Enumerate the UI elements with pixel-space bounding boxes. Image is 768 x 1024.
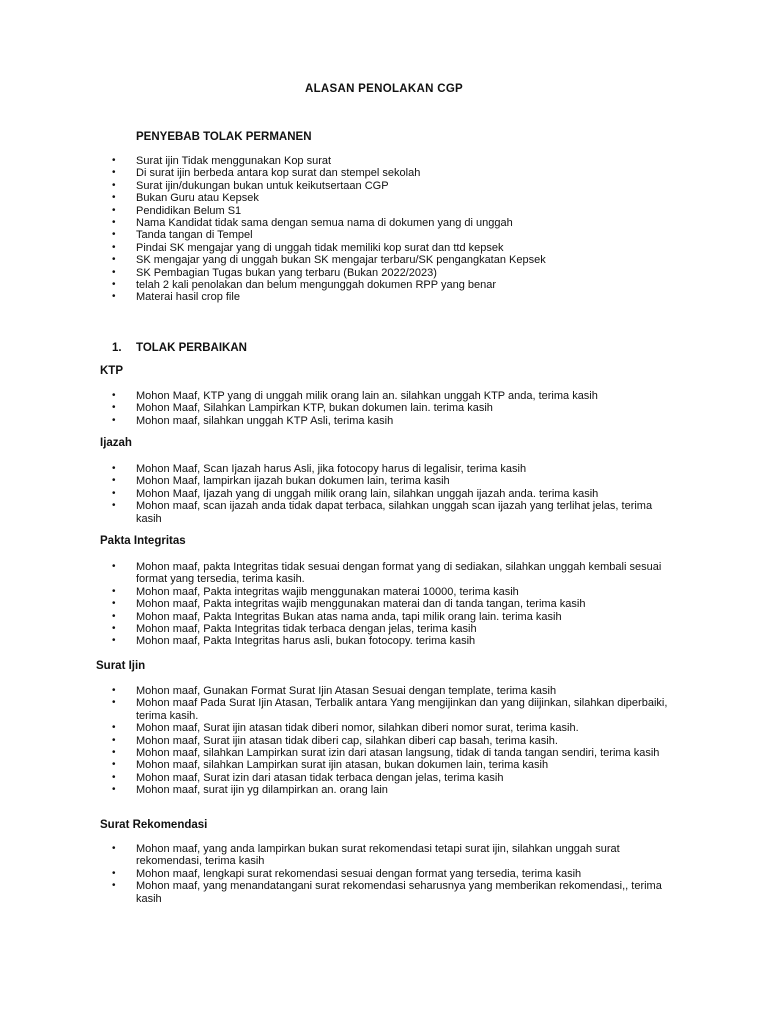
list-item: • Mohon maaf, Pakta Integritas harus asli, bukan fotocopy. terima kasih	[0, 635, 768, 647]
list-item: • Mohon maaf, lengkapi surat rekomendasi sesuai dengan format yang tersedia, terima kasih	[0, 868, 768, 880]
list-item: • Materai hasil crop file	[0, 291, 768, 303]
heading-pakta-integritas: Pakta Integritas	[100, 535, 186, 547]
list-ktp	[0, 390, 768, 427]
list-item: • Mohon maaf, Pakta Integritas tidak terbaca dengan jelas, terima kasih	[0, 623, 768, 635]
list-item: • Mohon maaf, surat ijin yg dilampirkan an. orang lain	[0, 784, 768, 796]
heading-tolak-permanen: PENYEBAB TOLAK PERMANEN	[136, 131, 312, 143]
list-item: • Bukan Guru atau Kepsek	[0, 192, 768, 204]
list-item: • Mohon maaf, Pakta Integritas Bukan atas nama anda, tapi milik orang lain. terima kasih	[0, 611, 768, 623]
heading-tolak-perbaikan	[112, 342, 247, 354]
document-title: ALASAN PENOLAKAN CGP	[304, 83, 464, 95]
list-item: • Mohon Maaf, Scan Ijazah harus Asli, jika fotocopy harus di legalisir, terima kasih	[0, 463, 768, 475]
list-tolak-permanen	[0, 155, 768, 304]
list-ijazah	[0, 463, 768, 525]
heading-surat-ijin: Surat Ijin	[96, 660, 146, 672]
list-item: • Surat ijin/dukungan bukan untuk keikutsertaan CGP	[0, 180, 768, 192]
heading-text: TOLAK PERBAIKAN	[136, 342, 247, 354]
list-item: • Tanda tangan di Tempel	[0, 229, 768, 241]
list-item: • Mohon Maaf, Ijazah yang di unggah milik orang lain, silahkan unggah ijazah anda. terima kasih	[0, 488, 768, 500]
list-item: • Nama Kandidat tidak sama dengan semua nama di dokumen yang di unggah	[0, 217, 768, 229]
heading-ijazah: Ijazah	[100, 437, 132, 449]
list-pakta-integritas	[0, 561, 768, 648]
heading-ktp: KTP	[100, 365, 123, 377]
list-item: • Mohon Maaf, KTP yang di unggah milik orang lain an. silahkan unggah KTP anda, terima kasih	[0, 390, 768, 402]
list-item: • Pindai SK mengajar yang di unggah tidak memiliki kop surat dan ttd kepsek	[0, 242, 768, 254]
list-item: • Mohon maaf, silahkan Lampirkan surat izin dari atasan langsung, tidak di tanda tangan sendiri, terima kasih	[0, 747, 768, 759]
list-item: • Pendidikan Belum S1	[0, 205, 768, 217]
list-item: • Mohon maaf, scan ijazah anda tidak dapat terbaca, silahkan unggah scan ijazah yang terlihat jelas, terima kasih	[0, 500, 768, 525]
list-item: • Mohon maaf, pakta Integritas tidak sesuai dengan format yang di sediakan, silahkan unggah kembali sesuai format yang tersedia, terima kasih.	[0, 561, 768, 586]
list-item: • telah 2 kali penolakan dan belum mengunggah dokumen RPP yang benar	[0, 279, 768, 291]
list-item: • Mohon maaf, silahkan Lampirkan surat ijin atasan, bukan dokumen lain, terima kasih	[0, 759, 768, 771]
heading-number: 1.	[112, 342, 122, 354]
list-item: • Mohon Maaf, Silahkan Lampirkan KTP, bukan dokumen lain. terima kasih	[0, 402, 768, 414]
list-item: • Mohon maaf, Surat ijin atasan tidak diberi nomor, silahkan diberi nomor surat, terima kasih.	[0, 722, 768, 734]
heading-surat-rekomendasi: Surat Rekomendasi	[100, 819, 208, 831]
list-item: • Mohon maaf Pada Surat Ijin Atasan, Terbalik antara Yang mengijinkan dan yang diijinkan, silahkan diperbaiki, terima kasih.	[0, 697, 768, 722]
list-item: • Di surat ijin berbeda antara kop surat dan stempel sekolah	[0, 167, 768, 179]
list-item: • Mohon maaf, Gunakan Format Surat Ijin Atasan Sesuai dengan template, terima kasih	[0, 685, 768, 697]
list-item: • Mohon Maaf, lampirkan ijazah bukan dokumen lain, terima kasih	[0, 475, 768, 487]
list-item: • Mohon maaf, yang menandatangani surat rekomendasi seharusnya yang memberikan rekomendasi,, terima kasih	[0, 880, 768, 905]
list-item: • SK Pembagian Tugas bukan yang terbaru (Bukan 2022/2023)	[0, 267, 768, 279]
list-item: • Mohon maaf, Pakta integritas wajib menggunakan materai dan di tanda tangan, terima kasih	[0, 598, 768, 610]
list-item: • Mohon maaf, yang anda lampirkan bukan surat rekomendasi tetapi surat ijin, silahkan unggah surat rekomendasi, terima kasih	[0, 843, 768, 868]
list-item: • Mohon maaf, silahkan unggah KTP Asli, terima kasih	[0, 415, 768, 427]
list-surat-rekomendasi	[0, 843, 768, 905]
list-item: • Surat ijin Tidak menggunakan Kop surat	[0, 155, 768, 167]
list-item: • SK mengajar yang di unggah bukan SK mengajar terbaru/SK pengangkatan Kepsek	[0, 254, 768, 266]
list-item: • Mohon maaf, Pakta integritas wajib menggunakan materai 10000, terima kasih	[0, 586, 768, 598]
list-surat-ijin	[0, 685, 768, 797]
list-item: • Mohon maaf, Surat izin dari atasan tidak terbaca dengan jelas, terima kasih	[0, 772, 768, 784]
list-item: • Mohon maaf, Surat ijin atasan tidak diberi cap, silahkan diberi cap basah, terima kasih.	[0, 735, 768, 747]
